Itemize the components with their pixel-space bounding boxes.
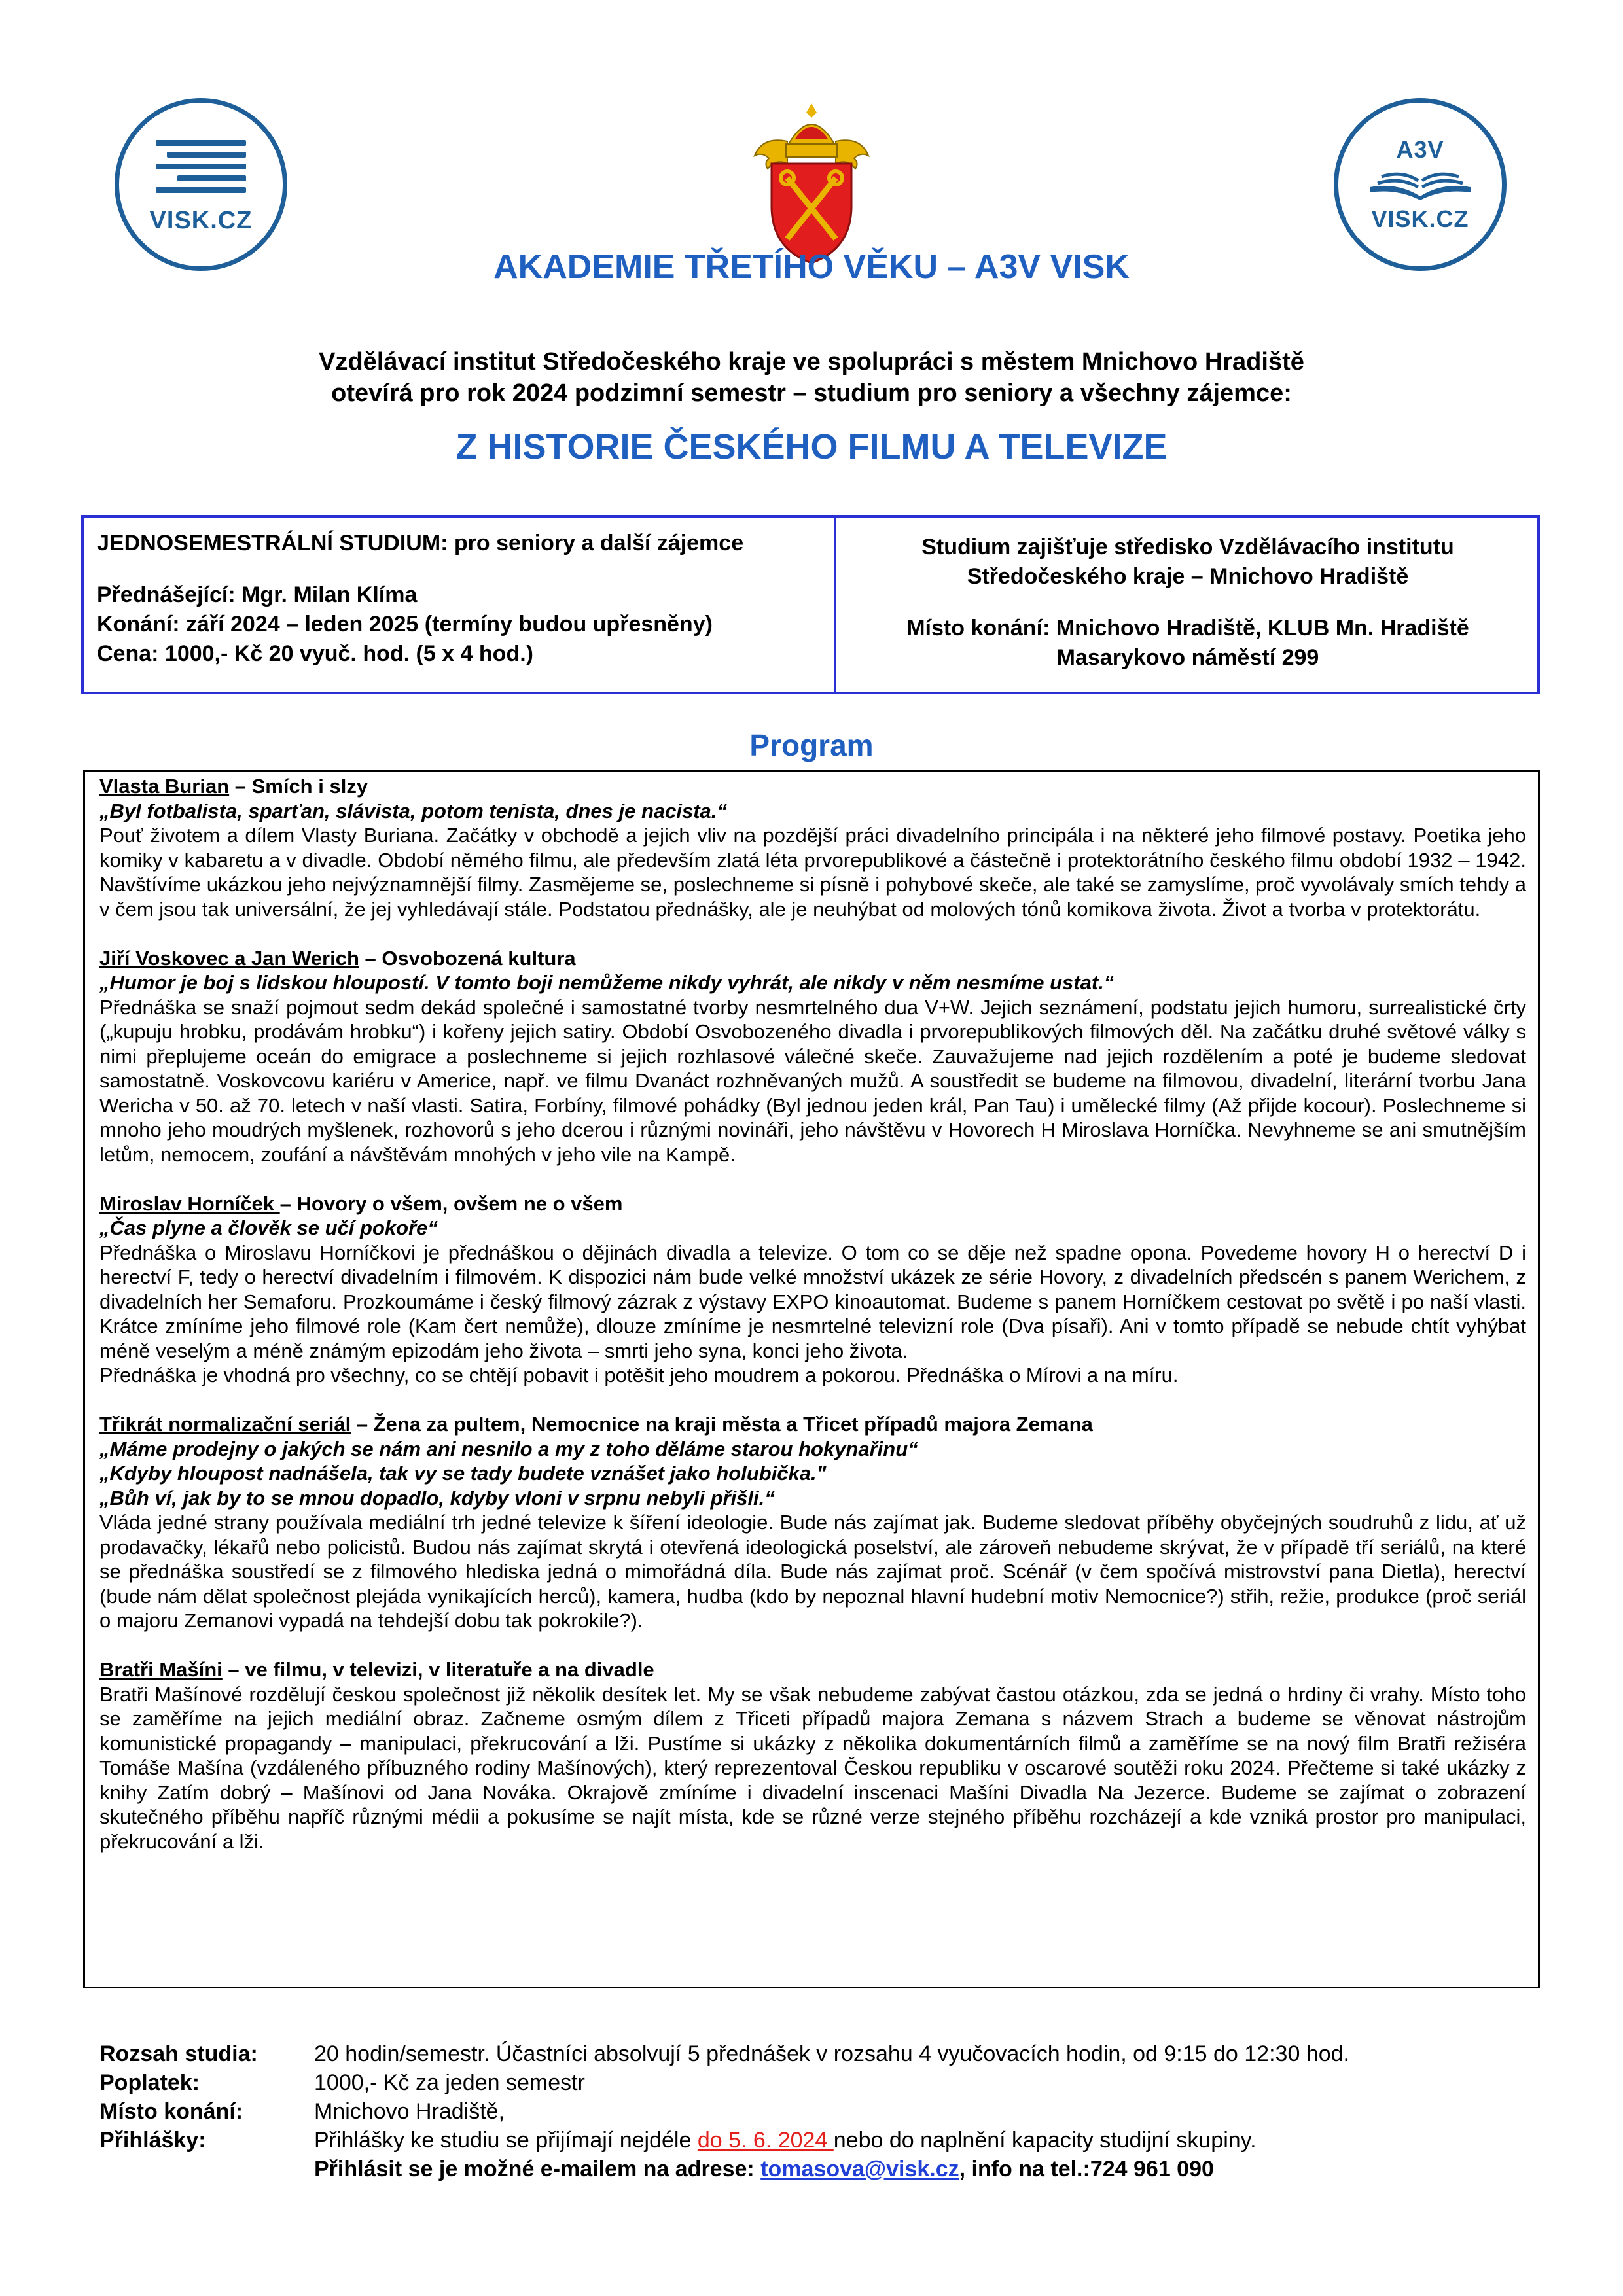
section-subtitle: – Žena za pultem, Nemocnice na kraji města a Třicet případů majora Zemana [351, 1413, 1093, 1436]
apply-deadline: do 5. 6. 2024 [697, 2128, 834, 2153]
section-subtitle: – Smích i slzy [229, 775, 368, 798]
course-title: Z HISTORIE ČESKÉHO FILMU A TELEVIZE [455, 427, 1168, 467]
visk-logo-text: VISK.CZ [149, 207, 253, 234]
section-paragraph: Vláda jedné strany používala mediální trh jedné televize k šíření ideologie. Bude nás zajímat jak. Budeme sledovat příběhy obyčejných soudruhů z lidu, ať už prodavačky, lékařů nebo policistů. Budou nás zajímat skrytá i otevřená ideologická poselství, ale zároveň nebudeme skrývat, že v případě tří seriálů, na které se přednáška soustředí se z filmového hlediska jedná o mimořádná díla. Bude nás zajímat proč. Scénář (v čem spočívá mistrovství pana Dietla), herectví (bude nám dělat společnost plejáda vynikajících herců), kamera, hudba (kdo by nepoznal hlavní hudební motiv Nemocnice?) střih, režie, produkce (proč seriál o majoru Zemanovi vypadá na tehdejší dobu tak pokrokile?). [99, 1511, 1526, 1632]
provider-line-2: Středočeského kraje – Mnichovo Hradiště [967, 564, 1409, 589]
email-text [314, 2155, 1214, 2183]
section-heading [99, 774, 1526, 799]
open-book-icon [1364, 164, 1476, 203]
program-section [99, 1657, 1526, 1854]
venue-value: Mnichovo Hradiště, [314, 2099, 505, 2124]
section-quote: „Bůh ví, jak by to se mnou dopadlo, kdyby vloni v srpnu nebyli přišli.“ [99, 1486, 775, 1510]
apply-text [314, 2126, 1257, 2155]
section-name: Jiří Voskovec a Jan Werich [99, 946, 359, 970]
section-quote: „Čas plyne a člověk se učí pokoře“ [99, 1216, 438, 1239]
section-name: Miroslav Horníček [99, 1192, 280, 1215]
program-section [99, 1192, 1526, 1388]
apply-pre: Přihlášky ke studiu se přijímají nejdéle [314, 2128, 698, 2153]
section-heading [99, 1412, 1526, 1437]
program-text [99, 774, 1526, 1879]
visk-lines-icon [156, 134, 246, 199]
section-name: Bratři Mašíni [99, 1658, 223, 1681]
apply-post: nebo do naplnění kapacity studijní skupiny. [833, 2128, 1257, 2153]
lecturer: Přednášející: Mgr. Milan Klíma [97, 582, 418, 607]
section-name: Vlasta Burian [99, 775, 230, 798]
section-paragraph: Přednáška o Miroslavu Horníčkovi je přednáškou o dějinách divadla a televize. O tom co se děje než spadne opona. Povedeme hovory H o herectví D i herectví F, tedy o herectví divadelním i filmovém. K dispozici nám bude velké množství ukázek ze série Hovory, z divadelních předscén s panem Werichem, z divadelních her Semaforu. Prozkoumáme i český filmový zázrak z výstavy EXPO kinoautomat. Budeme s panem Horníčkem cestovat po světě i po naší vlasti. Krátce zmíníme jeho filmové role (Kam čert nemůže), dlouze zmíníme je nesmrtelné televizní role (Dva písaři). Ani v tomto případě se nebude chtít vyhýbat méně veselým a méně známým epizodám jeho života – smrti jeho syna, konci jeho života. [99, 1241, 1526, 1362]
footer-row-venue [99, 2097, 1349, 2126]
section-name: Třikrát normalizační seriál [99, 1413, 351, 1436]
info-left [97, 529, 743, 669]
info-right [838, 533, 1538, 673]
coat-of-arms-icon [749, 98, 874, 268]
footer-row-fee [99, 2068, 1349, 2097]
section-heading [99, 1657, 1526, 1682]
intro-line-2: otevírá pro rok 2024 podzimní semestr – studium pro seniory a všechny zájemce: [331, 380, 1292, 407]
section-quote: „Kdyby hloupost nadnášela, tak vy se tady budete vznášet jako holubička." [99, 1462, 827, 1485]
venue-label: Místo konání: [99, 2099, 243, 2124]
section-paragraph: Přednáška je vhodná pro všechny, co se chtějí pobavit i potěšit jeho moudrem a pokorou. Přednáška o Mírovi a na míru. [99, 1364, 1179, 1386]
study-type: JEDNOSEMESTRÁLNÍ STUDIUM: pro seniory a další zájemce [97, 531, 744, 556]
coat-of-arms [749, 98, 874, 268]
program-section [99, 946, 1526, 1167]
scope-label: Rozsah studia: [99, 2041, 258, 2066]
footer-row-apply [99, 2126, 1349, 2155]
footer [99, 2040, 1349, 2183]
email-link[interactable]: tomasova@visk.cz [760, 2157, 959, 2181]
email-post: , info na tel.:724 961 090 [959, 2157, 1214, 2181]
a3v-logo [1334, 98, 1507, 271]
a3v-logo-bottom-text: VISK.CZ [1371, 205, 1469, 232]
info-divider [834, 515, 836, 694]
intro-line-1: Vzdělávací institut Středočeského kraje ve spolupráci s městem Mnichovo Hradiště [319, 348, 1304, 376]
section-quote: „Byl fotbalista, sparťan, slávista, potom tenista, dnes je nacista.“ [99, 799, 727, 822]
apply-label: Přihlášky: [99, 2128, 206, 2153]
footer-row-scope [99, 2040, 1349, 2068]
section-subtitle: – Hovory o všem, ovšem ne o všem [279, 1192, 623, 1215]
program-section [99, 774, 1526, 921]
section-subtitle: – Osvobozená kultura [359, 946, 576, 970]
section-paragraph: Pouť životem a dílem Vlasty Buriana. Začátky v obchodě a jejich vliv na pozdější práci divadelního principála i na některé jeho filmové postavy. Poetika jeho komiky v kabaretu a v divadle. Období němého filmu, ale především zlatá léta prvorepublikové a částečně i protektorátního českého filmu období 1932 – 1942. Navštívíme ukázkou jeho nejvýznamnější filmy. Zasmějeme se, poslechneme si písně i pohybové skeče, ale také se zamyslíme, proč vyvolávaly smích tehdy a v čem jsou tak universální, že jej vyhledávají stále. Podstatou přednášky, ale je neuhýbat od molových tónů komikova života. Život a tvorba v protektorátu. [99, 824, 1526, 921]
section-paragraph: Bratři Mašínové rozdělují českou společnost již několik desítek let. My se však nebudeme zabývat častou otázkou, zda se jedná o hrdiny či vrahy. Místo toho se zaměříme na jejich mediální obraz. Začneme osmým dílem z Třiceti případů majora Zemana s názvem Strach a budeme se věnovat nástrojům komunistické propagandy – manipulaci, překrucování a lži. Pustíme si ukázky z několika dokumentárních filmů a zaměříme se na nový film Bratři režiséra Tomáše Mašína (vzdáleného příbuzného rodiny Mašínových), který reprezentoval Českou republiku v oscarové soutěži roku 2024. Přečteme si také ukázky z knihy Zatím dobrý – Mašínovi od Jana Nováka. Okrajově zmíníme i divadelní inscenaci Mašíni Divadla Na Jezerce. Budeme se zajímat o zobrazení skutečného příběhu napříč různými médii a pokusíme se najít místa, kde se různé verze stejného příběhu rozcházejí a kde vzniká prostor pro manipulaci, překrucování a lži. [99, 1682, 1526, 1853]
section-heading [99, 946, 1526, 971]
fee-label: Poplatek: [99, 2070, 200, 2095]
email-pre: Přihlásit se je možné e-mailem na adrese: [314, 2157, 761, 2181]
price: Cena: 1000,- Kč 20 vyuč. hod. (5 x 4 hod.) [97, 641, 533, 666]
venue-line-1: Místo konání: Mnichovo Hradiště, KLUB Mn. Hradiště [906, 616, 1469, 641]
a3v-logo-top-text: A3V [1396, 136, 1444, 163]
scope-value: 20 hodin/semestr. Účastníci absolvují 5 přednášek v rozsahu 4 vyučovacích hodin, od 9:15 do 12:30 hod. [314, 2041, 1349, 2066]
program-heading: Program [749, 728, 874, 762]
section-quote: „Humor je boj s lidskou hloupostí. V tomto boji nemůžeme nikdy vyhrát, ale nikdy v něm nesmíme ustat.“ [99, 971, 1115, 994]
dates: Konání: září 2024 – leden 2025 (termíny budou upřesněny) [97, 612, 713, 637]
section-subtitle: – ve filmu, v televizi, v literatuře a na divadle [222, 1658, 654, 1681]
section-quote: „Máme prodejny o jakých se nám ani nesnilo a my z toho děláme starou hokynařinu“ [99, 1437, 918, 1460]
section-paragraph: Přednáška se snaží pojmout sedm dekád společné i samostatné tvorby nesmrtelného dua V+W. Jejich seznámení, podstatu jejich humoru, surrealistické črty („kupuju hrobku, prodávám hrobku“) i kořeny jejich satiry. Období Osvobozeného divadla i prvorepublikových filmových děl. Na začátku druhé světové války s nimi přeplujeme oceán do emigrace a poslechneme si jejich rozhlasové válečné skeče. Zauvažujeme nad jejich rozdělením a poté je budeme sledovat samostatně. Voskovcovu kariéru v Americe, např. ve filmu Dvanáct rozhněvaných mužů. A soustředit se budeme na filmovou, divadelní, literární tvorbu Jana Wericha v 50. až 70. letech v naší vlasti. Satira, Forbíny, filmové pohádky (Byl jednou jeden král, Pan Tau) i umělecké filmy (Až přijde kocour). Poslechneme si mnoho jeho moudrých myšlenek, rozhovorů s jeho dcerou i různými novináři, jeho návštěvu v Hovorech H Miroslava Horníčka. Nevyhneme se ani smutnějším letům, nemocem, zoufání a návštěvám mnohých v jeho vile na Kampě. [99, 995, 1526, 1166]
venue-line-2: Masarykovo náměstí 299 [1056, 645, 1319, 670]
footer-row-email [99, 2155, 1349, 2183]
fee-value: 1000,- Kč za jeden semestr [314, 2070, 585, 2095]
section-heading [99, 1192, 1526, 1216]
visk-logo [115, 98, 287, 271]
provider-line-1: Studium zajišťuje středisko Vzdělávacího institutu [921, 535, 1454, 559]
page-title: AKADEMIE TŘETÍHO VĚKU – A3V VISK [493, 248, 1130, 286]
program-section [99, 1412, 1526, 1633]
